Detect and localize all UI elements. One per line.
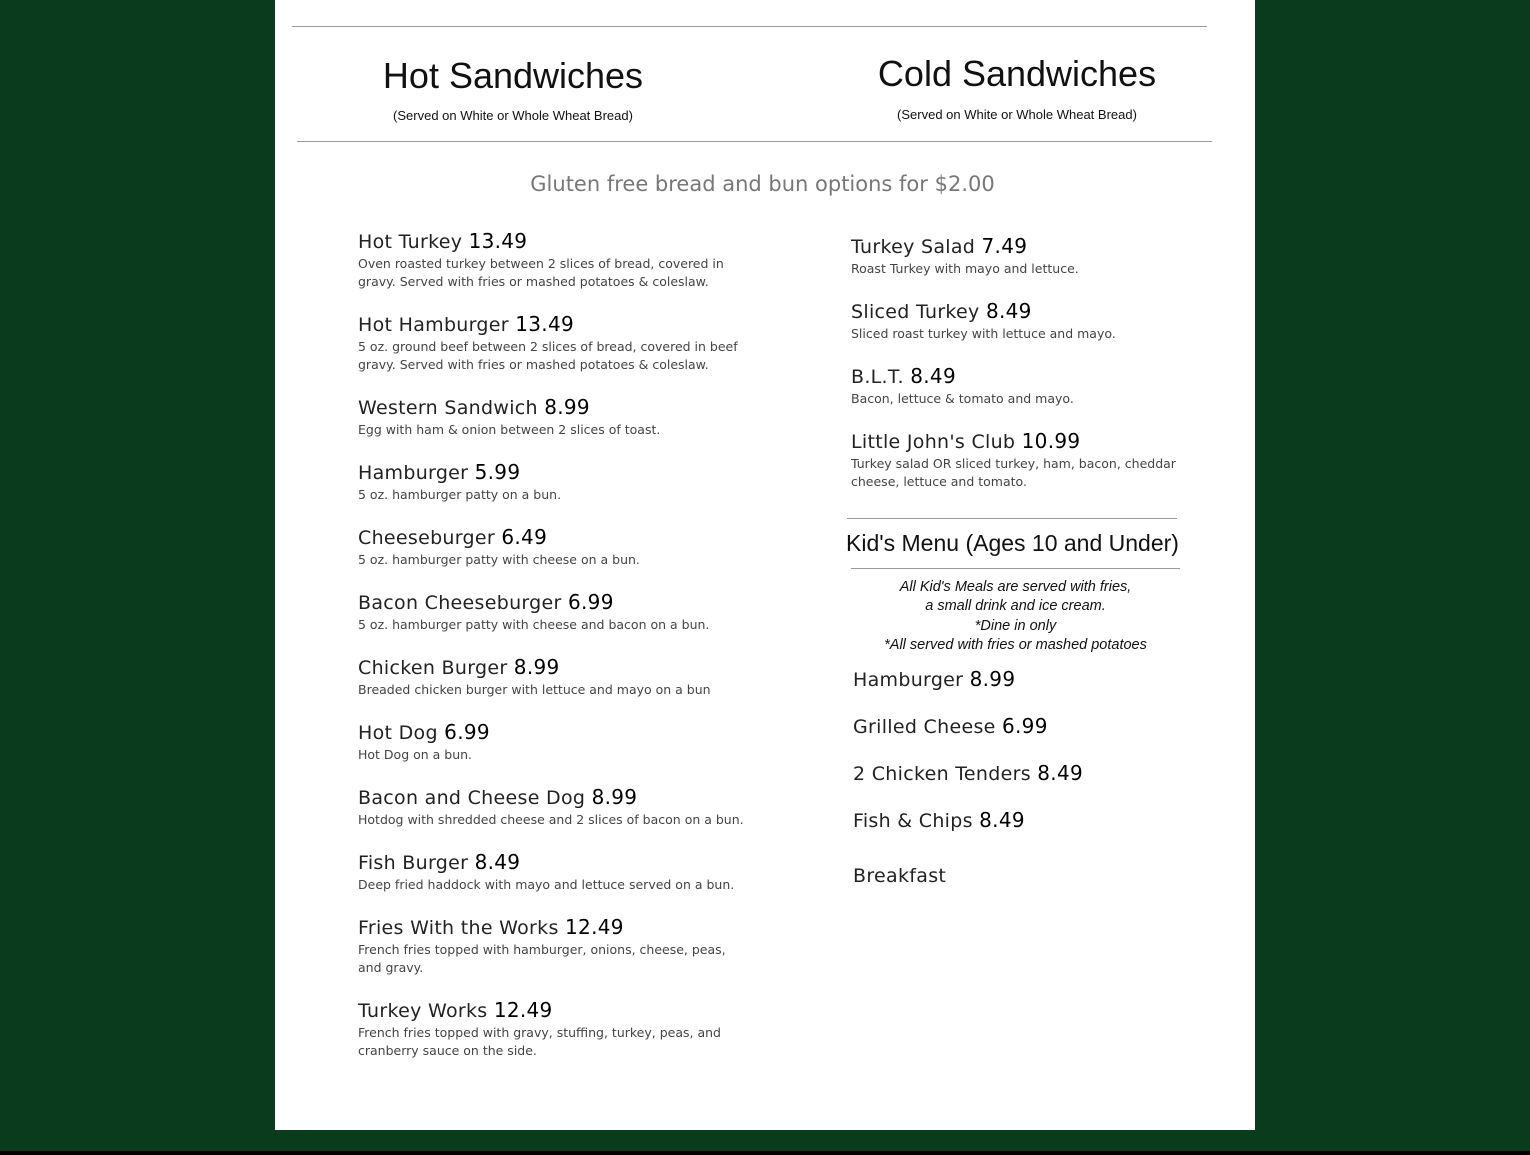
item-title [851,234,1186,259]
item-name: Bacon and Cheese Dog [358,787,586,809]
kids-item [853,667,1015,691]
item-name: Hot Hamburger [358,314,509,336]
item-title [358,229,753,254]
item-description: Hotdog with shredded cheese and 2 slices of bacon on a bun. [358,812,744,827]
item-name: Hot Turkey [358,231,463,253]
hot-menu-item [358,460,753,504]
hot-menu-item [358,312,753,374]
kids-item-name: 2 Chicken Tenders [853,763,1031,785]
item-description: 5 oz. ground beef between 2 slices of bread, covered in beef gravy. Served with fries or mashed potatoes & coleslaw. [358,339,738,372]
item-title [358,312,753,337]
header-divider [297,141,1212,142]
item-price: 6.99 [444,720,490,744]
item-name: Hot Dog [358,722,438,744]
kids-item-price: 8.99 [969,667,1016,691]
item-name: Hamburger [358,462,469,484]
item-description: Egg with ham & onion between 2 slices of toast. [358,422,661,437]
hot-menu-item [358,850,753,894]
item-price: 6.49 [501,525,548,549]
item-price: 13.49 [515,312,574,336]
kids-note-line: *Dine in only [974,617,1057,634]
kids-item-name: Grilled Cheese [853,716,996,738]
hot-sandwiches-subtitle: (Served on White or Whole Wheat Bread) [393,108,633,123]
item-title [358,460,753,485]
item-description: Breaded chicken burger with lettuce and mayo on a bun [358,682,711,697]
item-title [358,655,753,680]
item-price: 13.49 [468,229,528,253]
hot-menu-item [358,229,753,291]
item-price: 8.49 [474,850,521,874]
hot-sandwiches-title: Hot Sandwiches [382,55,644,96]
item-title [851,364,1186,389]
kids-item [853,761,1083,785]
item-name: Fish Burger [358,852,469,874]
item-description: Turkey salad OR sliced turkey, ham, bacon, cheddar cheese, lettuce and tomato. [851,456,1176,489]
item-description: 5 oz. hamburger patty with cheese and bacon on a bun. [358,617,710,632]
item-price: 10.99 [1021,429,1081,453]
cold-menu-item [851,299,1186,343]
item-description: Roast Turkey with mayo and lettuce. [851,261,1079,276]
item-title [358,850,753,875]
item-price: 8.49 [985,299,1032,323]
cold-menu-item [851,429,1186,491]
item-name: Fries With the Works [358,917,559,939]
item-price: 8.49 [910,364,956,388]
item-price: 5.99 [474,460,521,484]
item-price: 7.49 [981,234,1028,258]
item-title [851,429,1186,454]
hot-menu-item [358,915,753,977]
item-title [358,590,753,615]
hot-menu-item [358,720,753,764]
item-price: 8.99 [591,785,638,809]
item-title [851,299,1186,324]
item-name: Bacon Cheeseburger [358,592,562,614]
item-title [358,998,753,1023]
kids-bottom-divider [851,568,1180,569]
kids-note-line: All Kid's Meals are served with fries, [899,579,1132,595]
kids-item-name: Hamburger [853,669,964,691]
kids-item-price: 6.99 [1001,714,1048,738]
item-title [358,395,753,420]
item-description: 5 oz. hamburger patty with cheese on a bun. [358,552,640,567]
item-name: Sliced Turkey [851,301,980,323]
kids-note-line: a small drink and ice cream. [925,598,1106,615]
breakfast-link[interactable]: Breakfast [853,865,947,887]
item-name: Chicken Burger [358,657,508,679]
item-description: Oven roasted turkey between 2 slices of bread, covered in gravy. Served with fries or mashed potatoes & coleslaw. [358,256,724,289]
gluten-free-note: Gluten free bread and bun options for $2.00 [530,172,995,196]
hot-menu-item [358,998,753,1060]
hot-menu-item [358,590,753,634]
item-name: B.L.T. [851,366,904,388]
item-name: Cheeseburger [358,527,496,549]
cold-menu-item [851,234,1186,278]
item-description: Sliced roast turkey with lettuce and mayo. [851,326,1116,341]
item-title [358,525,753,550]
hot-menu-item [358,655,753,699]
kids-item [853,714,1048,738]
kids-top-divider [847,518,1177,519]
page-bottom-edge [0,1151,1530,1155]
item-description: 5 oz. hamburger patty on a bun. [358,487,562,502]
hot-menu-item [358,525,753,569]
item-title [358,720,753,745]
item-title [358,915,753,940]
item-name: Little John's Club [851,431,1016,453]
item-name: Turkey Works [358,1000,488,1022]
cold-sandwiches-subtitle: (Served on White or Whole Wheat Bread) [897,107,1137,122]
kids-item [853,808,1025,832]
cold-menu-item [851,364,1186,408]
item-price: 8.99 [513,655,560,679]
kids-menu-title: Kid's Menu (Ages 10 and Under) [846,530,1179,556]
item-name: Turkey Salad [851,236,976,258]
item-description: Deep fried haddock with mayo and lettuce served on a bun. [358,877,735,892]
top-divider [292,26,1207,27]
item-name: Western Sandwich [358,397,538,419]
item-description: French fries topped with gravy, stuffing, turkey, peas, and cranberry sauce on the side. [358,1025,721,1058]
item-description: Hot Dog on a bun. [358,747,473,762]
item-description: Bacon, lettuce & tomato and mayo. [851,391,1074,406]
kids-menu-notes [851,578,1180,655]
item-title [358,785,753,810]
item-price: 8.99 [544,395,590,419]
cold-sandwiches-title: Cold Sandwiches [877,53,1157,94]
kids-item-name: Fish & Chips [853,810,973,832]
item-price: 12.49 [565,915,624,939]
kids-note-line: *All served with fries or mashed potatoes [884,636,1147,653]
hot-menu-item [358,395,753,439]
kids-item-price: 8.49 [979,808,1025,832]
item-price: 6.99 [568,590,614,614]
hot-menu-item [358,785,753,829]
item-description: French fries topped with hamburger, onions, cheese, peas, and gravy. [358,942,726,975]
kids-item-price: 8.49 [1037,761,1084,785]
item-price: 12.49 [493,998,553,1022]
